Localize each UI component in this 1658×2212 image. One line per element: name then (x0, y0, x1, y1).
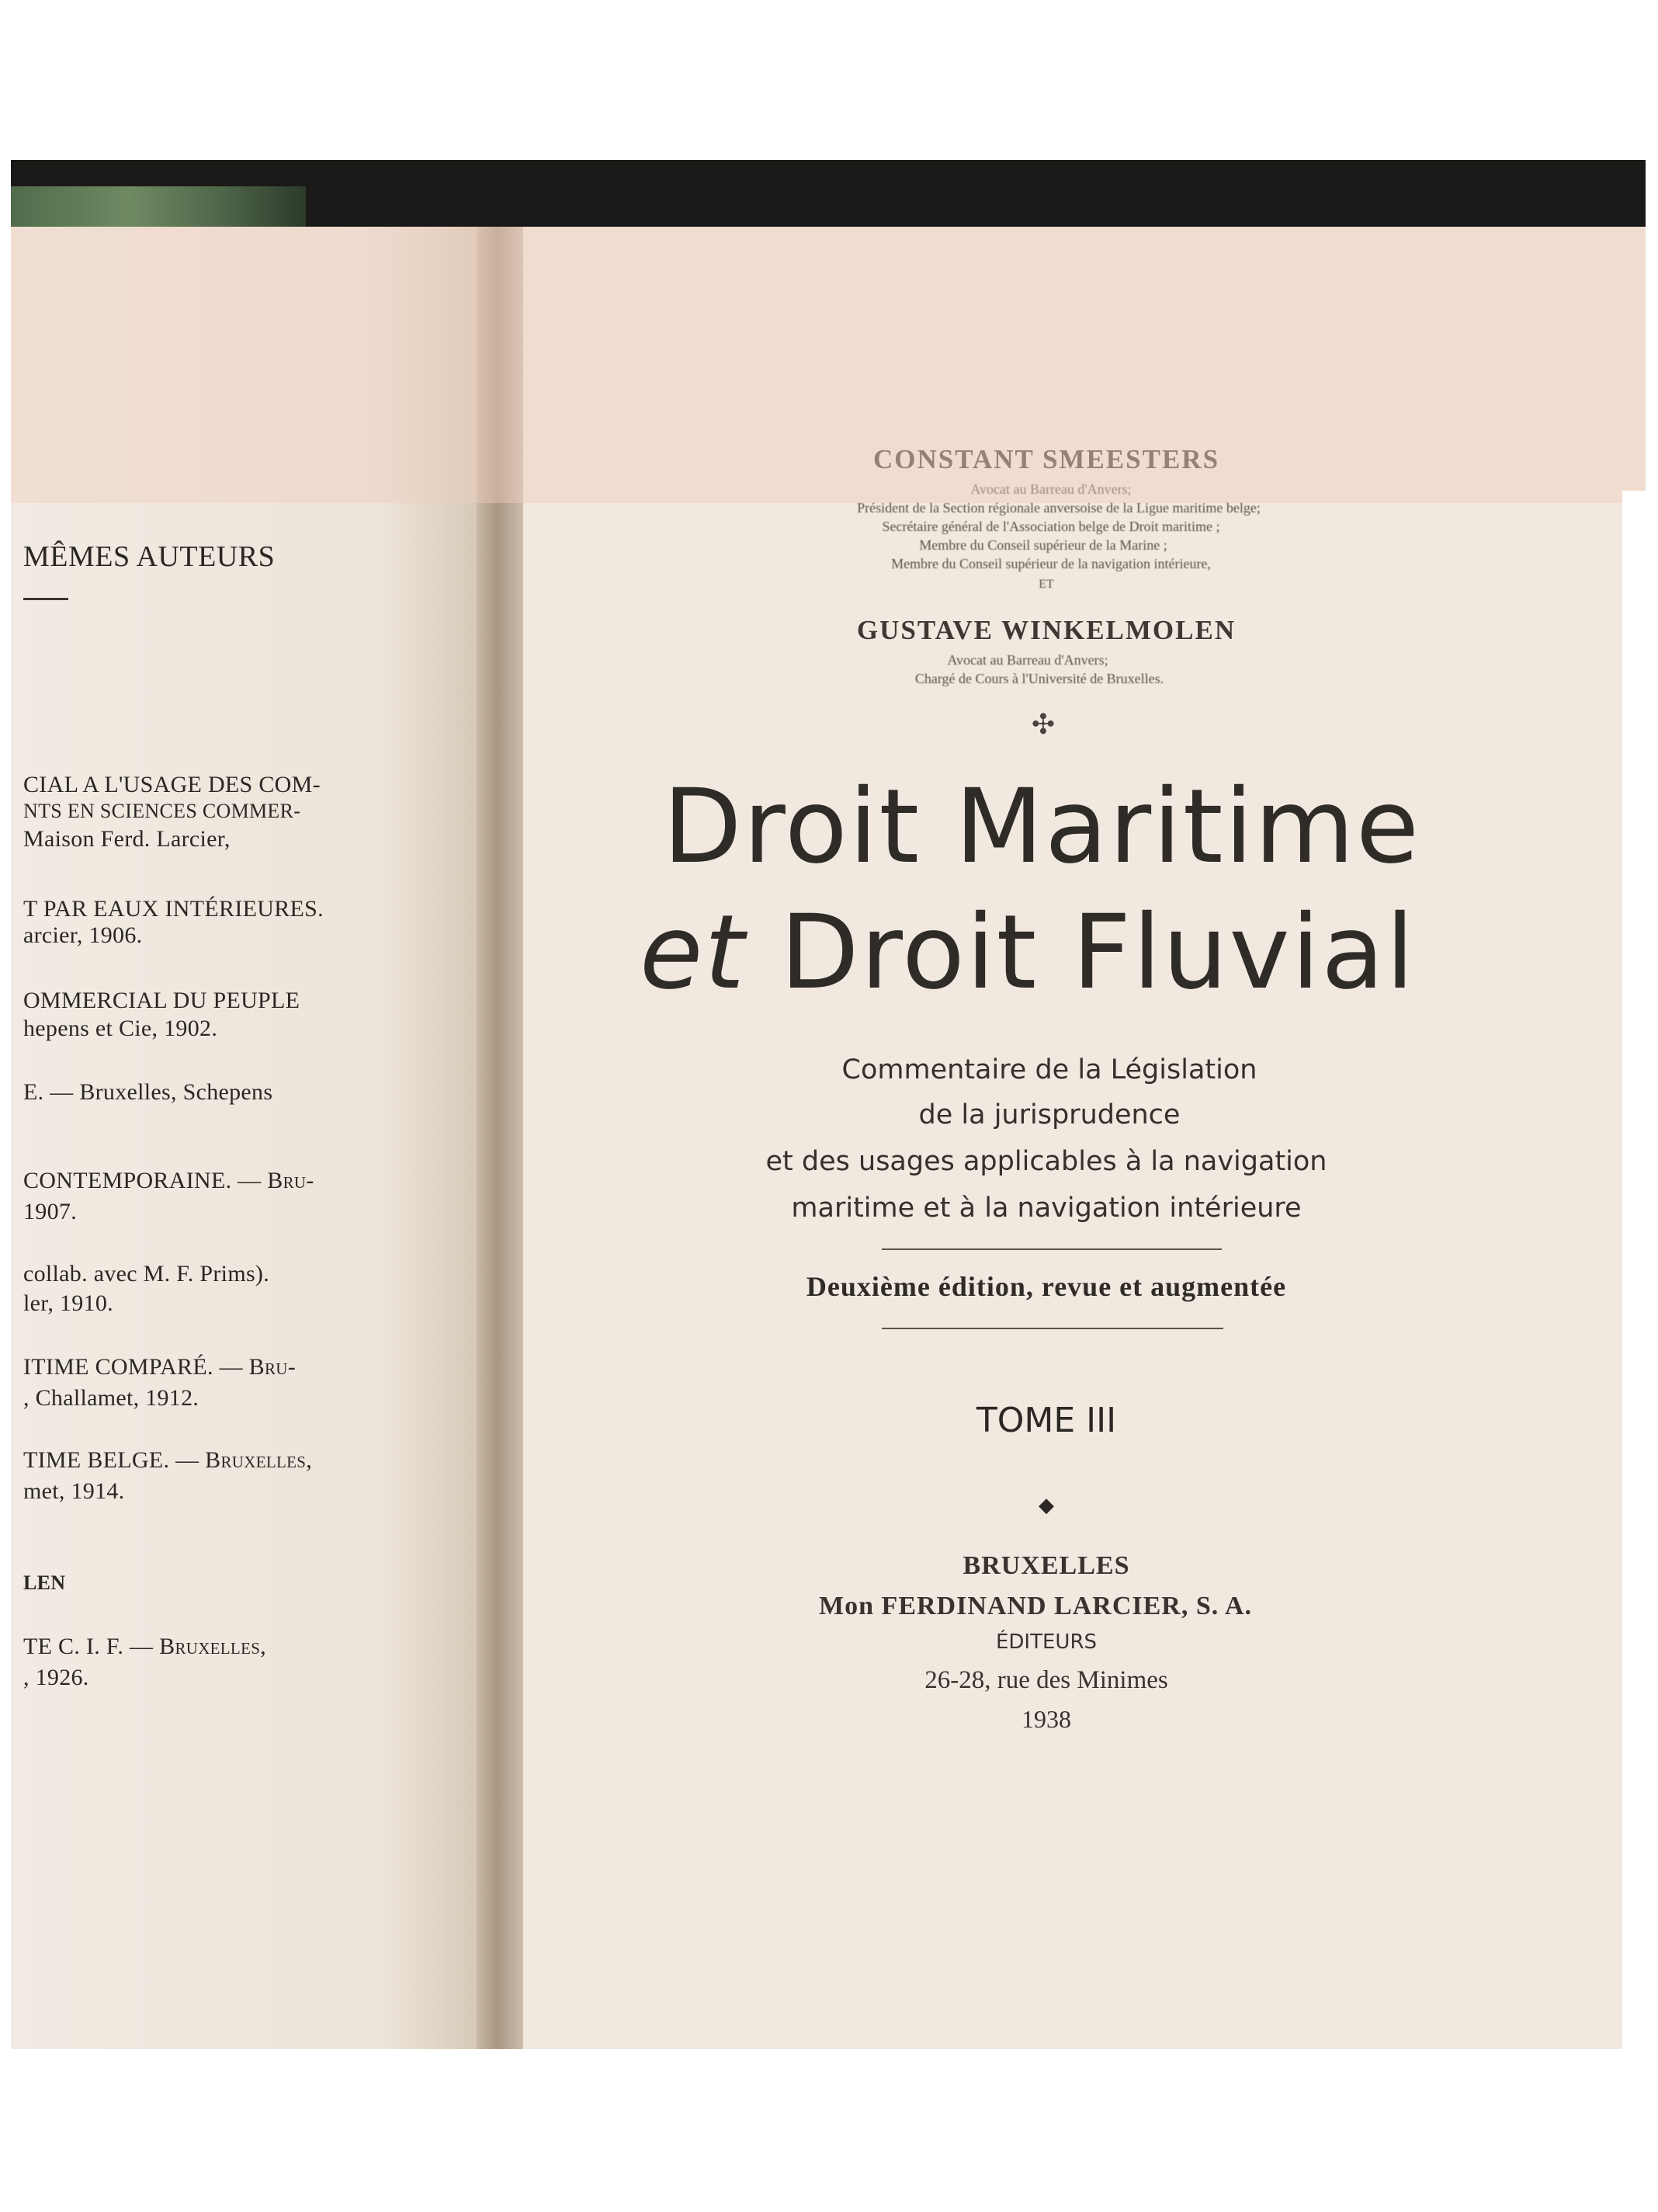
left-line: arcier, 1906. (23, 922, 143, 948)
left-line: met, 1914. (23, 1478, 125, 1504)
left-line: , Challamet, 1912. (23, 1385, 199, 1411)
heading-rule (23, 598, 68, 600)
imprint-city: BRUXELLES (963, 1551, 1130, 1580)
scan-margin (1622, 491, 1646, 2049)
conjunction: ET (1039, 578, 1054, 591)
author-1-title: Président de la Section régionale anversoise de la Ligue maritime belge; (857, 500, 1261, 516)
left-line: OMMERCIAL DU PEUPLE (23, 988, 300, 1013)
scanned-book-spread (11, 160, 1646, 2049)
imprint-year: 1938 (1022, 1705, 1071, 1733)
author-1-title: Membre du Conseil supérieur de la navigation intérieure, (891, 556, 1211, 571)
left-line: CONTEMPORAINE. — Bru- (23, 1168, 314, 1193)
book-title-line-1: Droit Maritime (662, 767, 1421, 887)
subtitle-line: et des usages applicables à la navigation (765, 1146, 1327, 1177)
left-line: collab. avec M. F. Prims). (23, 1261, 270, 1287)
left-line: T PAR EAUX INTÉRIEURES. (23, 896, 324, 922)
left-line: ITIME COMPARÉ. — Bru- (23, 1354, 297, 1380)
left-line: Maison Ferd. Larcier, (23, 826, 231, 852)
edition-rule-top (882, 1248, 1222, 1250)
edition-statement: Deuxième édition, revue et augmentée (806, 1271, 1287, 1302)
imprint-role: ÉDITEURS (995, 1630, 1098, 1654)
left-line: LEN (23, 1571, 66, 1594)
subtitle-line: maritime et à la navigation intérieure (791, 1193, 1302, 1224)
left-line: ler, 1910. (23, 1290, 113, 1316)
left-line: hepens et Cie, 1902. (23, 1016, 218, 1041)
fleuron-ornament: ✣ (1031, 709, 1056, 740)
title-et: et (640, 893, 747, 1012)
author-2-title: Chargé de Cours à l'Université de Bruxelles. (914, 671, 1164, 686)
author-1-name: CONSTANT SMEESTERS (872, 444, 1220, 474)
author-2-title: Avocat au Barreau d'Anvers; (947, 652, 1108, 668)
book-title-line-2 (640, 893, 1416, 1012)
author-1-title: Avocat au Barreau d'Anvers; (970, 481, 1132, 497)
subtitle-line: Commentaire de la Législation (841, 1054, 1257, 1085)
left-line: 1907. (23, 1199, 77, 1224)
author-2-name: GUSTAVE WINKELMOLEN (856, 615, 1237, 645)
author-1-title: Membre du Conseil supérieur de la Marine ; (919, 537, 1167, 553)
subtitle-line: de la jurisprudence (918, 1099, 1181, 1130)
left-line: NTS EN SCIENCES COMMER- (23, 800, 301, 822)
left-line: CIAL A L'USAGE DES COM- (23, 772, 321, 797)
marbled-endpaper (11, 186, 306, 227)
author-1-title: Secrétaire général de l'Association belge de Droit maritime ; (882, 519, 1220, 534)
imprint-address: 26-28, rue des Minimes (924, 1666, 1168, 1694)
left-line: , 1926. (23, 1665, 89, 1690)
title-droit-fluvial: Droit Fluvial (780, 893, 1416, 1012)
volume-number: TOME III (976, 1401, 1117, 1440)
left-heading: MÊMES AUTEURS (23, 540, 276, 573)
left-line: TE C. I. F. — Bruxelles, (23, 1634, 266, 1659)
imprint-publisher: Mon FERDINAND LARCIER, S. A. (819, 1592, 1252, 1620)
left-line: E. — Bruxelles, Schepens (23, 1079, 273, 1105)
edition-rule-bottom (882, 1328, 1223, 1329)
diamond-ornament: ◆ (1039, 1494, 1054, 1516)
upper-scan-band (11, 227, 1646, 503)
left-line: TIME BELGE. — Bruxelles, (23, 1447, 313, 1473)
